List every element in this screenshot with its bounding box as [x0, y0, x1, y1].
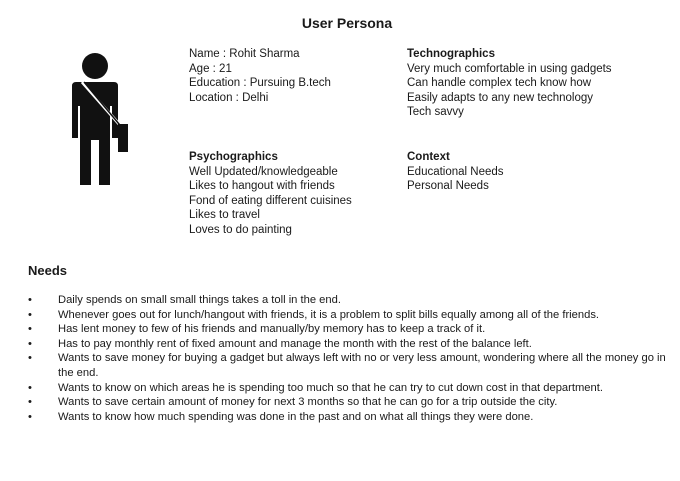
context-section: [407, 150, 504, 194]
psychographics-item: Well Updated/knowledgeable: [189, 165, 338, 178]
profile-name: Name : Rohit Sharma: [189, 48, 300, 60]
bullet-icon: •: [28, 410, 32, 423]
needs-item: • Daily spends on small small things takes a toll in the end.: [28, 294, 341, 306]
profile-section: [189, 47, 331, 105]
psychographics-heading: Psychographics: [189, 151, 278, 163]
needs-item: • Wants to know how much spending was done in the past and on what all things they were done.: [28, 410, 534, 423]
technographics-section: [407, 47, 612, 120]
bullet-icon: •: [28, 337, 32, 350]
bullet-icon: •: [28, 352, 32, 365]
context-item: Personal Needs: [407, 180, 489, 193]
profile-age: Age : 21: [189, 62, 232, 75]
technographics-item: Tech savvy: [407, 106, 464, 119]
bullet-icon: •: [28, 323, 32, 336]
technographics-item: Very much comfortable in using gadgets: [407, 62, 612, 75]
needs-item: • Wants to save money for buying a gadget but always left with no or very less amount, wondering where all the money go in the end.: [28, 352, 666, 379]
bullet-icon: •: [28, 308, 32, 321]
psychographics-item: Likes to hangout with friends: [189, 180, 335, 193]
technographics-item: Easily adapts to any new technology: [407, 91, 594, 104]
needs-list: [28, 293, 673, 424]
needs-item: • Has lent money to few of his friends and manually/by memory has to keep a track of it.: [28, 323, 486, 336]
profile-education: Education : Pursuing B.tech: [189, 77, 331, 90]
needs-item: • Has to pay monthly rent of fixed amount and manage the month with the rest of the balance left.: [28, 337, 532, 350]
bullet-icon: •: [28, 396, 32, 409]
page-title: User Persona: [301, 15, 393, 31]
needs-item: • Whenever goes out for lunch/hangout with friends, it is a problem to split bills equally among all of the friends.: [28, 308, 600, 321]
technographics-item: Can handle complex tech know how: [407, 77, 592, 90]
psychographics-item: Loves to do painting: [189, 223, 292, 236]
needs-item: • Wants to save certain amount of money for next 3 months so that he can go for a trip outside the city.: [28, 396, 558, 409]
needs-item: • Wants to know on which areas he is spending too much so that he can try to cut down cost in that department.: [28, 381, 603, 394]
profile-location: Location : Delhi: [189, 91, 269, 104]
context-heading: Context: [407, 151, 450, 163]
bullet-icon: •: [28, 381, 32, 394]
psychographics-section: [189, 150, 352, 238]
person-with-satchel-icon: [66, 46, 132, 186]
needs-heading: Needs: [28, 263, 68, 278]
bullet-icon: •: [28, 294, 32, 306]
context-item: Educational Needs: [407, 165, 504, 178]
psychographics-item: Likes to travel: [189, 209, 260, 222]
technographics-heading: Technographics: [407, 48, 495, 60]
psychographics-item: Fond of eating different cuisines: [189, 194, 352, 207]
